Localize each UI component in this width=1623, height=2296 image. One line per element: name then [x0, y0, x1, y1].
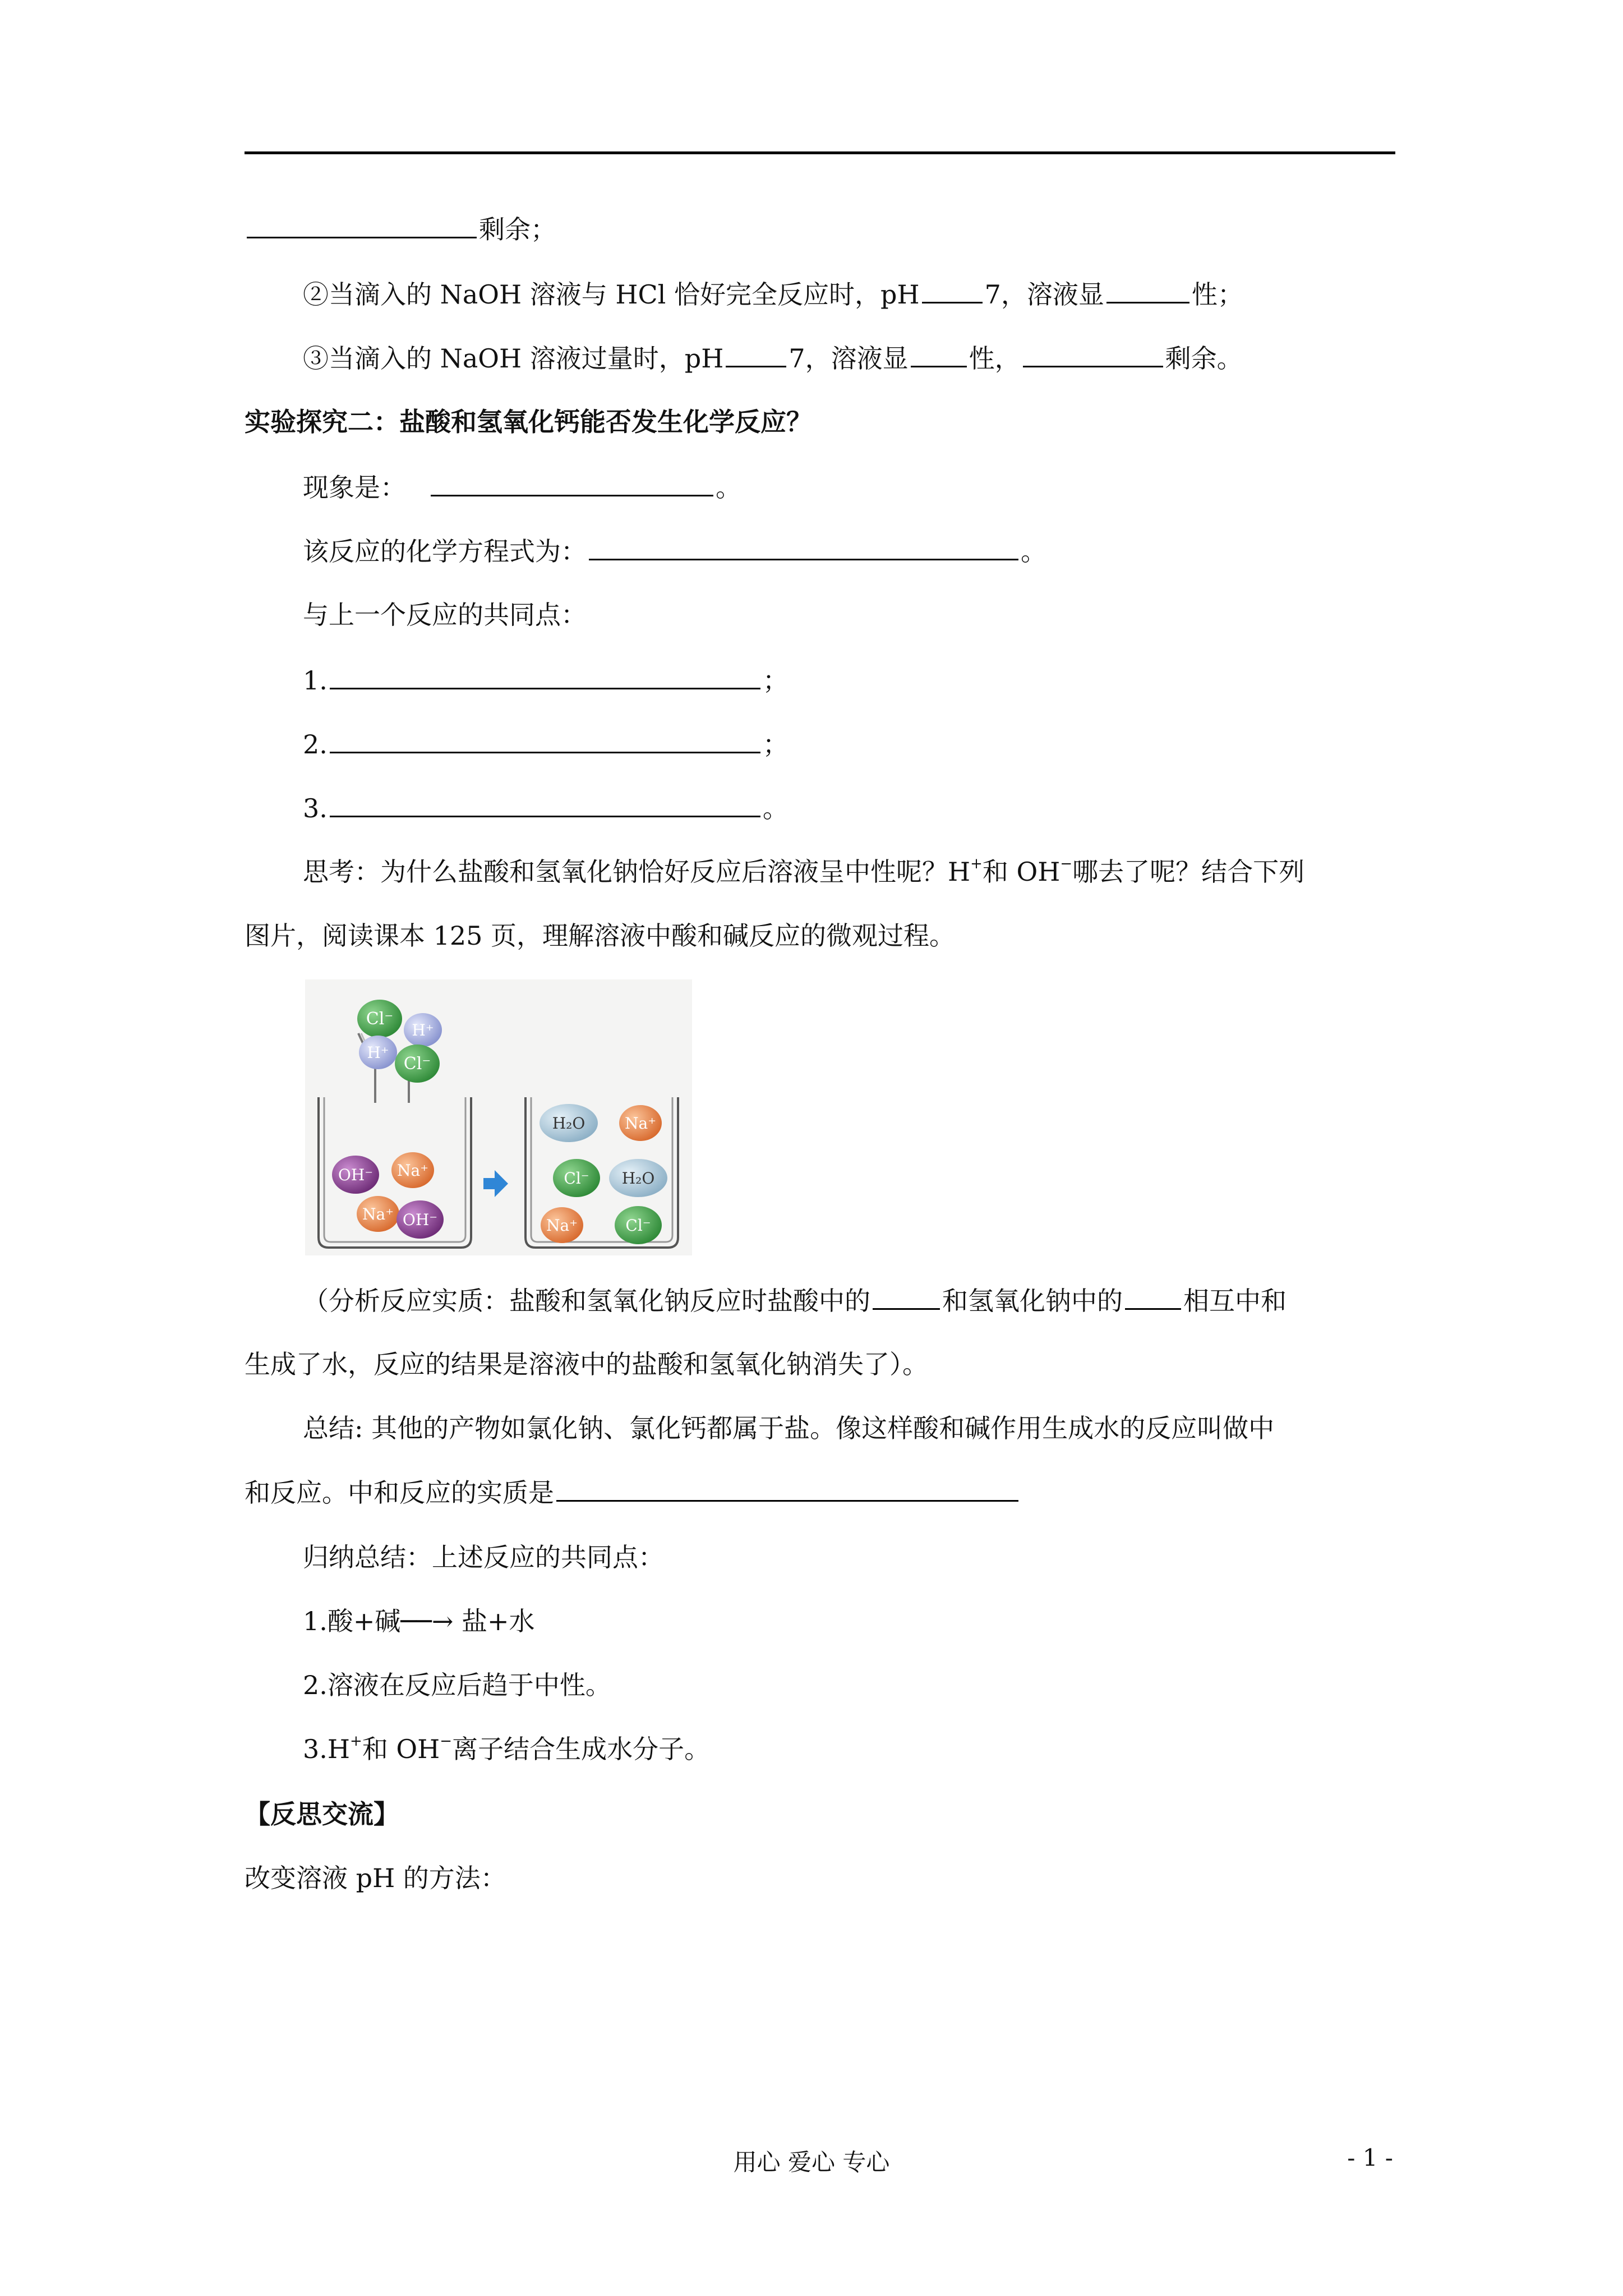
svg-text:H⁺: H⁺: [367, 1043, 389, 1062]
svg-text:Na⁺: Na⁺: [625, 1114, 656, 1133]
neutralization-diagram: [305, 979, 692, 1255]
header-rule: [245, 151, 1395, 154]
svg-text:Cl⁻: Cl⁻: [366, 1009, 394, 1029]
svg-text:OH⁻: OH⁻: [338, 1166, 374, 1184]
svg-text:Cl⁻: Cl⁻: [564, 1169, 589, 1188]
induction-point-1: 1.酸+碱──→ 盐+水: [303, 1606, 535, 1636]
phenomenon-line: 现象是： 。: [303, 470, 741, 504]
think-line-1: 思考：为什么盐酸和氢氧化钠恰好反应后溶液呈中性呢？H+和 OH−哪去了呢？结合下列: [303, 855, 1305, 887]
induction-title: 归纳总结：上述反应的共同点：: [303, 1542, 664, 1572]
common-3: 3. 。: [303, 791, 789, 825]
svg-text:H₂O: H₂O: [552, 1114, 585, 1133]
reaction-illustration: [305, 979, 692, 1255]
line-3: ③当滴入的 NaOH 溶液过量时，pH 7，溶液显 性， 剩余。: [303, 341, 1243, 375]
common-intro: 与上一个反应的共同点：: [303, 600, 587, 630]
funnel-ion: [395, 1045, 440, 1083]
svg-text:Na⁺: Na⁺: [397, 1161, 428, 1180]
beaker-molecule: [609, 1159, 667, 1197]
funnel-ion: [359, 1036, 397, 1069]
svg-text:Cl⁻: Cl⁻: [403, 1054, 431, 1074]
line-2: ②当滴入的 NaOH 溶液与 HCl 恰好完全反应时，pH 7，溶液显 性；: [303, 277, 1243, 311]
beaker-ion: [615, 1206, 662, 1244]
footer-slogan: 用心 爱心 专心: [733, 2148, 890, 2176]
induction-point-2: 2.溶液在反应后趋于中性。: [303, 1670, 611, 1700]
analysis-line-1: （分析反应实质：盐酸和氢氧化钠反应时盐酸中的 和氢氧化钠中的 相互中和: [303, 1283, 1287, 1318]
ph-method-prompt: 改变溶液 pH 的方法：: [245, 1863, 506, 1893]
summary-line-1: 总结: 其他的产物如氯化钠、氯化钙都属于盐。像这样酸和碱作用生成水的反应叫做中: [303, 1413, 1275, 1443]
reflection-heading: 【反思交流】: [245, 1799, 399, 1829]
beaker-ion: [619, 1105, 662, 1141]
beaker-ion: [553, 1159, 600, 1197]
svg-text:Na⁺: Na⁺: [546, 1216, 578, 1235]
line-1: 剩余；: [245, 212, 556, 246]
beaker-ion: [541, 1207, 583, 1243]
section-heading: 实验探究二：盐酸和氢氧化钙能否发生化学反应？: [245, 407, 812, 437]
svg-text:OH⁻: OH⁻: [402, 1211, 438, 1229]
beaker-ion: [396, 1200, 444, 1239]
funnel-ion: [357, 1000, 402, 1038]
summary-line-2: 和反应。中和反应的实质是: [245, 1475, 1021, 1510]
svg-text:Cl⁻: Cl⁻: [625, 1216, 651, 1235]
common-2: 2. ；: [303, 727, 789, 761]
beaker-ion: [332, 1156, 379, 1194]
reaction-arrow-icon: [483, 1170, 508, 1197]
beaker-ion: [391, 1152, 434, 1188]
svg-text:H₂O: H₂O: [621, 1169, 655, 1188]
analysis-line-2: 生成了水，反应的结果是溶液中的盐酸和氢氧化钠消失了）。: [245, 1349, 928, 1379]
beaker-molecule: [540, 1104, 598, 1142]
page-number: - 1 -: [1347, 2144, 1393, 2171]
induction-point-3: 3.H+和 OH−离子结合生成水分子。: [303, 1733, 711, 1764]
equation-line: 该反应的化学方程式为： 。: [303, 534, 1046, 568]
think-line-2: 图片，阅读课本 125 页，理解溶液中酸和碱反应的微观过程。: [245, 921, 956, 951]
svg-text:Na⁺: Na⁺: [362, 1205, 394, 1223]
svg-text:H⁺: H⁺: [412, 1021, 434, 1039]
funnel-ion: [404, 1013, 442, 1047]
beaker-ion: [357, 1196, 399, 1232]
blank: [247, 212, 477, 238]
common-1: 1. ；: [303, 663, 789, 697]
